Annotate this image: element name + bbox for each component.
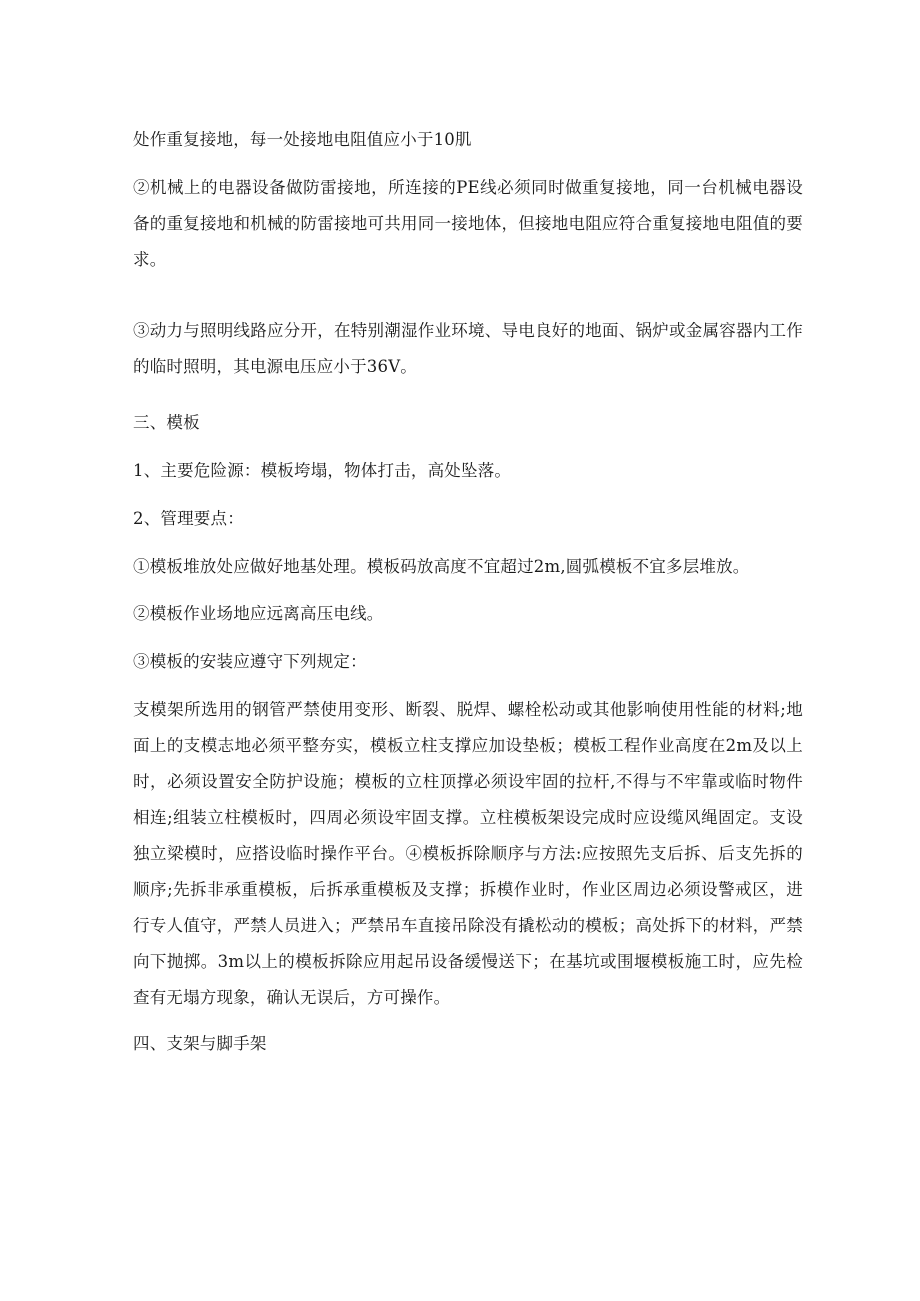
paragraph-installation-rules [133, 644, 803, 680]
paragraph-support-details [133, 692, 803, 1016]
paragraph-grounding-resistance [133, 122, 803, 158]
heading-text: 三、模板 [133, 413, 200, 432]
paragraph-stacking [133, 549, 803, 585]
text-line: ③模板的安装应遵守下列规定： [133, 652, 367, 671]
text-line: 相连;组装立柱模板时，四周必须设牢固支撑。立柱模板架设完成时应设缆风绳固定。支设 [133, 808, 803, 827]
paragraph-hazard-sources [133, 453, 803, 489]
text-line: 1、主要危险源：模板垮塌，物体打击，高处坠落。 [133, 461, 512, 480]
paragraph-management-points [133, 501, 803, 537]
text-line: ①模板堆放处应做好地基处理。模板码放高度不宜超过2m,圆弧模板不宜多层堆放。 [133, 557, 750, 576]
text-line: ②模板作业场地应远离高压电线。 [133, 604, 384, 623]
text-line: ②机械上的电器设备做防雷接地，所连接的PE线必须同时做重复接地，同一台机械电器设 [133, 178, 803, 197]
text-line: 面上的支模志地必须平整夯实，模板立柱支撑应加设垫板；模板工程作业高度在2m及以上 [133, 736, 803, 755]
text-line: 支模架所选用的钢管严禁使用变形、断裂、脱焊、螺栓松动或其他影响使用性能的材料;地 [133, 700, 803, 719]
text-line: 顺序;先拆非承重模板，后拆承重模板及支撑；拆模作业时，作业区周边必须设警戒区，进 [133, 880, 803, 899]
paragraph-high-voltage [133, 596, 803, 632]
text-line: 时，必须设置安全防护设施；模板的立柱顶撑必须设牢固的拉杆,不得与不牢靠或临时物件 [133, 772, 803, 791]
text-line: 查有无塌方现象，确认无误后，方可操作。 [133, 988, 451, 1007]
text-line: 向下抛掷。3m以上的模板拆除应用起吊设备缓慢送下；在基坑或围堰模板施工时，应先检 [133, 952, 803, 971]
paragraph-lightning-grounding [133, 170, 803, 278]
text-line: 求。 [133, 250, 167, 269]
paragraph-lighting-circuits [133, 313, 803, 385]
text-line: ③动力与照明线路应分开，在特别潮湿作业环境、导电良好的地面、锅炉或金属容器内工作 [133, 321, 803, 340]
text-line: 2、管理要点： [133, 509, 244, 528]
section-heading-formwork [133, 405, 803, 441]
section-heading-scaffolding [133, 1026, 803, 1062]
heading-text: 四、支架与脚手架 [133, 1034, 267, 1053]
text-line: 行专人值守，严禁人员进入；严禁吊车直接吊除没有撬松动的模板；高处拆下的材料，严禁 [133, 916, 803, 935]
text-line: 处作重复接地，每一处接地电阻值应小于10肌 [133, 130, 472, 149]
text-line: 备的重复接地和机械的防雷接地可共用同一接地体，但接地电阻应符合重复接地电阻值的要 [133, 214, 803, 233]
text-line: 的临时照明，其电源电压应小于36V。 [133, 357, 418, 376]
text-line: 独立梁模时，应搭设临时操作平台。④模板拆除顺序与方法:应按照先支后拆、后支先拆的 [133, 844, 803, 863]
